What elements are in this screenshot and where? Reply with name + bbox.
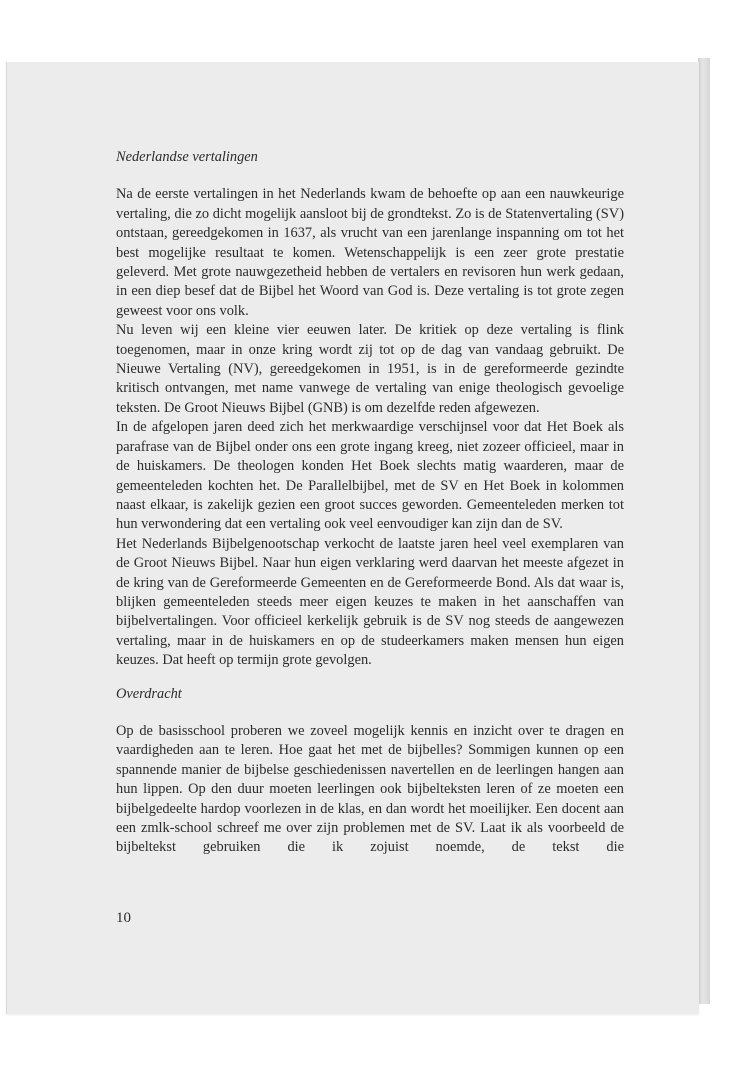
section-heading-vertalingen: Nederlandse vertalingen bbox=[116, 149, 258, 165]
paragraph: Na de eerste vertalingen in het Nederlands kwam de behoefte op aan een nauwkeurige vertaling, die zo dicht mogelijk aansloot bij de grondtekst. Zo is de Statenvertaling (SV) ontstaan, gereedgekomen in 1637, als vrucht van een jarenlange inspanning om tot het best mogelijke resultaat te komen. Wetenschappelijk is een zeer grote prestatie geleverd. Met grote nauwgezetheid hebben de vertalers en revisoren hun werk gedaan, in een diep besef dat de Bijbel het Woord van God is. Deze vertaling is tot grote zegen geweest voor ons volk. bbox=[116, 186, 624, 319]
section-heading-overdracht: Overdracht bbox=[116, 685, 182, 702]
page-content bbox=[116, 148, 624, 858]
paragraph: In de afgelopen jaren deed zich het merkwaardige verschijnsel voor dat Het Boek als parafrase van de Bijbel onder ons een grote ingang kreeg, niet zozeer officieel, maar in de huiskamers. De theologen konden Het Boek slechts matig waarderen, maar de gemeenteleden kochten het. De Parallelbijbel, met de SV en Het Boek in kolommen naast elkaar, is zakelijk gezien een groot succes geworden. Gemeenteleden merken tot hun verwondering dat een vertaling ook veel eenvoudiger kan zijn dan de SV. bbox=[116, 419, 624, 533]
paragraph: Nu leven wij een kleine vier eeuwen later. De kritiek op deze vertaling is flink toegenomen, maar in onze kring wordt zij tot op de dag van vandaag gebruikt. De Nieuwe Vertaling (NV), gereedgekomen in 1951, is in de gereformeerde gezindte kritisch ontvangen, met name vanwege de vertaling van enige theologisch gevoelige teksten. De Groot Nieuws Bijbel (GNB) is om dezelfde reden afgewezen. bbox=[116, 322, 624, 416]
page-number: 10 bbox=[116, 910, 131, 926]
book-spine-edge bbox=[698, 58, 710, 1004]
paragraph: Het Nederlands Bijbelgenootschap verkocht de laatste jaren heel veel exemplaren van de Groot Nieuws Bijbel. Naar hun eigen verklaring werd daarvan het meeste afgezet in de kring van de Gereformeerde Gemeenten en de Gereformeerde Bond. Als dat waar is, blijken gemeenteleden steeds meer eigen keuzes te maken in het aanschaffen van bijbelvertalingen. Voor officieel kerkelijk gebruik is de SV nog steeds de aangewezen vertaling, maar in de huiskamers en op de studeerkamers maken mensen hun eigen keuzes. Dat heeft op termijn grote gevolgen. bbox=[116, 535, 624, 669]
paragraph: Op de basisschool proberen we zoveel mogelijk kennis en inzicht over te dragen en vaardigheden aan te leren. Hoe gaat het met de bijbelles? Sommigen kunnen op een spannende manier de bijbelse geschiedenissen navertellen en de leerlingen hangen aan hun lippen. Op den duur moeten leerlingen ook bijbelteksten leren of ze moeten een bijbelgedeelte hardop voorlezen in de klas, en dan wordt het moeilijker. Een docent aan een zmlk-school schreef me over zijn problemen met de SV. Laat ik als voorbeeld de bijbeltekst gebruiken die ik zojuist noemde, de tekst die bbox=[116, 722, 624, 856]
